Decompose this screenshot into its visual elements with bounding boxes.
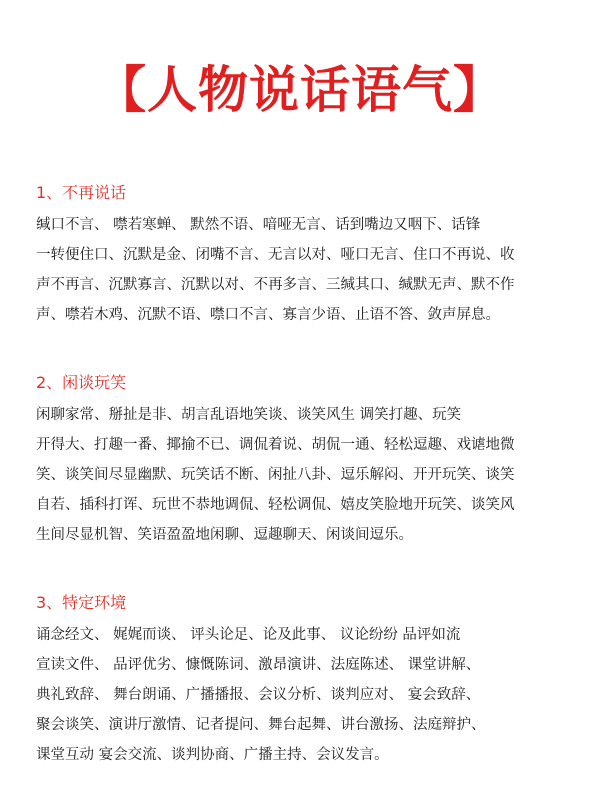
section-heading: 2、闲谈玩笑: [36, 373, 127, 392]
section-no-speaking: [36, 182, 576, 330]
text-line: 声、噤若木鸡、沉默不语、噤口不言、寡言少语、止语不答、敛声屏息。: [36, 307, 500, 323]
text-line: 开得大、打趣一番、揶揄不已、调侃着说、胡侃一通、轻松逗趣、戏谑地微: [36, 437, 515, 453]
text-line: 典礼致辞、 舞台朗诵、广播播报、会议分析、谈判应对、 宴会致辞、: [36, 687, 481, 703]
text-line: 宣读文件、 品评优劣、慷慨陈词、激昂演讲、法庭陈述、 课堂讲解、: [36, 657, 481, 673]
text-line: 一转便住口、沉默是金、闭嘴不言、无言以对、哑口无言、住口不再说、收: [36, 247, 515, 263]
section-heading: 3、特定环境: [36, 593, 127, 612]
section-heading: 1、不再说话: [36, 183, 127, 202]
page-title: 【人物说话语气】: [96, 61, 504, 119]
text-line: 自若、插科打诨、玩世不恭地调侃、轻松调侃、嬉皮笑脸地开玩笑、谈笑风: [36, 497, 515, 513]
text-line: 课堂互动 宴会交流、谈判协商、广播主持、会议发言。: [36, 747, 389, 763]
text-line: 诵念经文、 娓娓而谈、 评头论足、论及此事、 议论纷纷 品评如流: [36, 627, 461, 643]
text-line: 闲聊家常、掰扯是非、胡言乱语地笑谈、谈笑风生 调笑打趣、玩笑: [36, 407, 462, 423]
section-specific-settings: [36, 592, 576, 770]
text-line: 聚会谈笑、演讲厅激情、记者提问、舞台起舞、讲台激扬、法庭辩护、: [36, 717, 486, 733]
text-line: 笑、谈笑间尽显幽默、玩笑话不断、闲扯八卦、逗乐解闷、开开玩笑、谈笑: [36, 467, 515, 483]
text-line: 声不再言、沉默寡言、沉默以对、不再多言、三缄其口、缄默无声、默不作: [36, 277, 515, 293]
section-casual-joking: [36, 372, 576, 550]
text-line: 缄口不言、 噤若寒蝉、 默然不语、喑哑无言、话到嘴边又咽下、话锋: [36, 217, 481, 233]
text-line: 生间尽显机智、笑语盈盈地闲聊、逗趣聊天、闲谈间逗乐。: [36, 527, 413, 543]
